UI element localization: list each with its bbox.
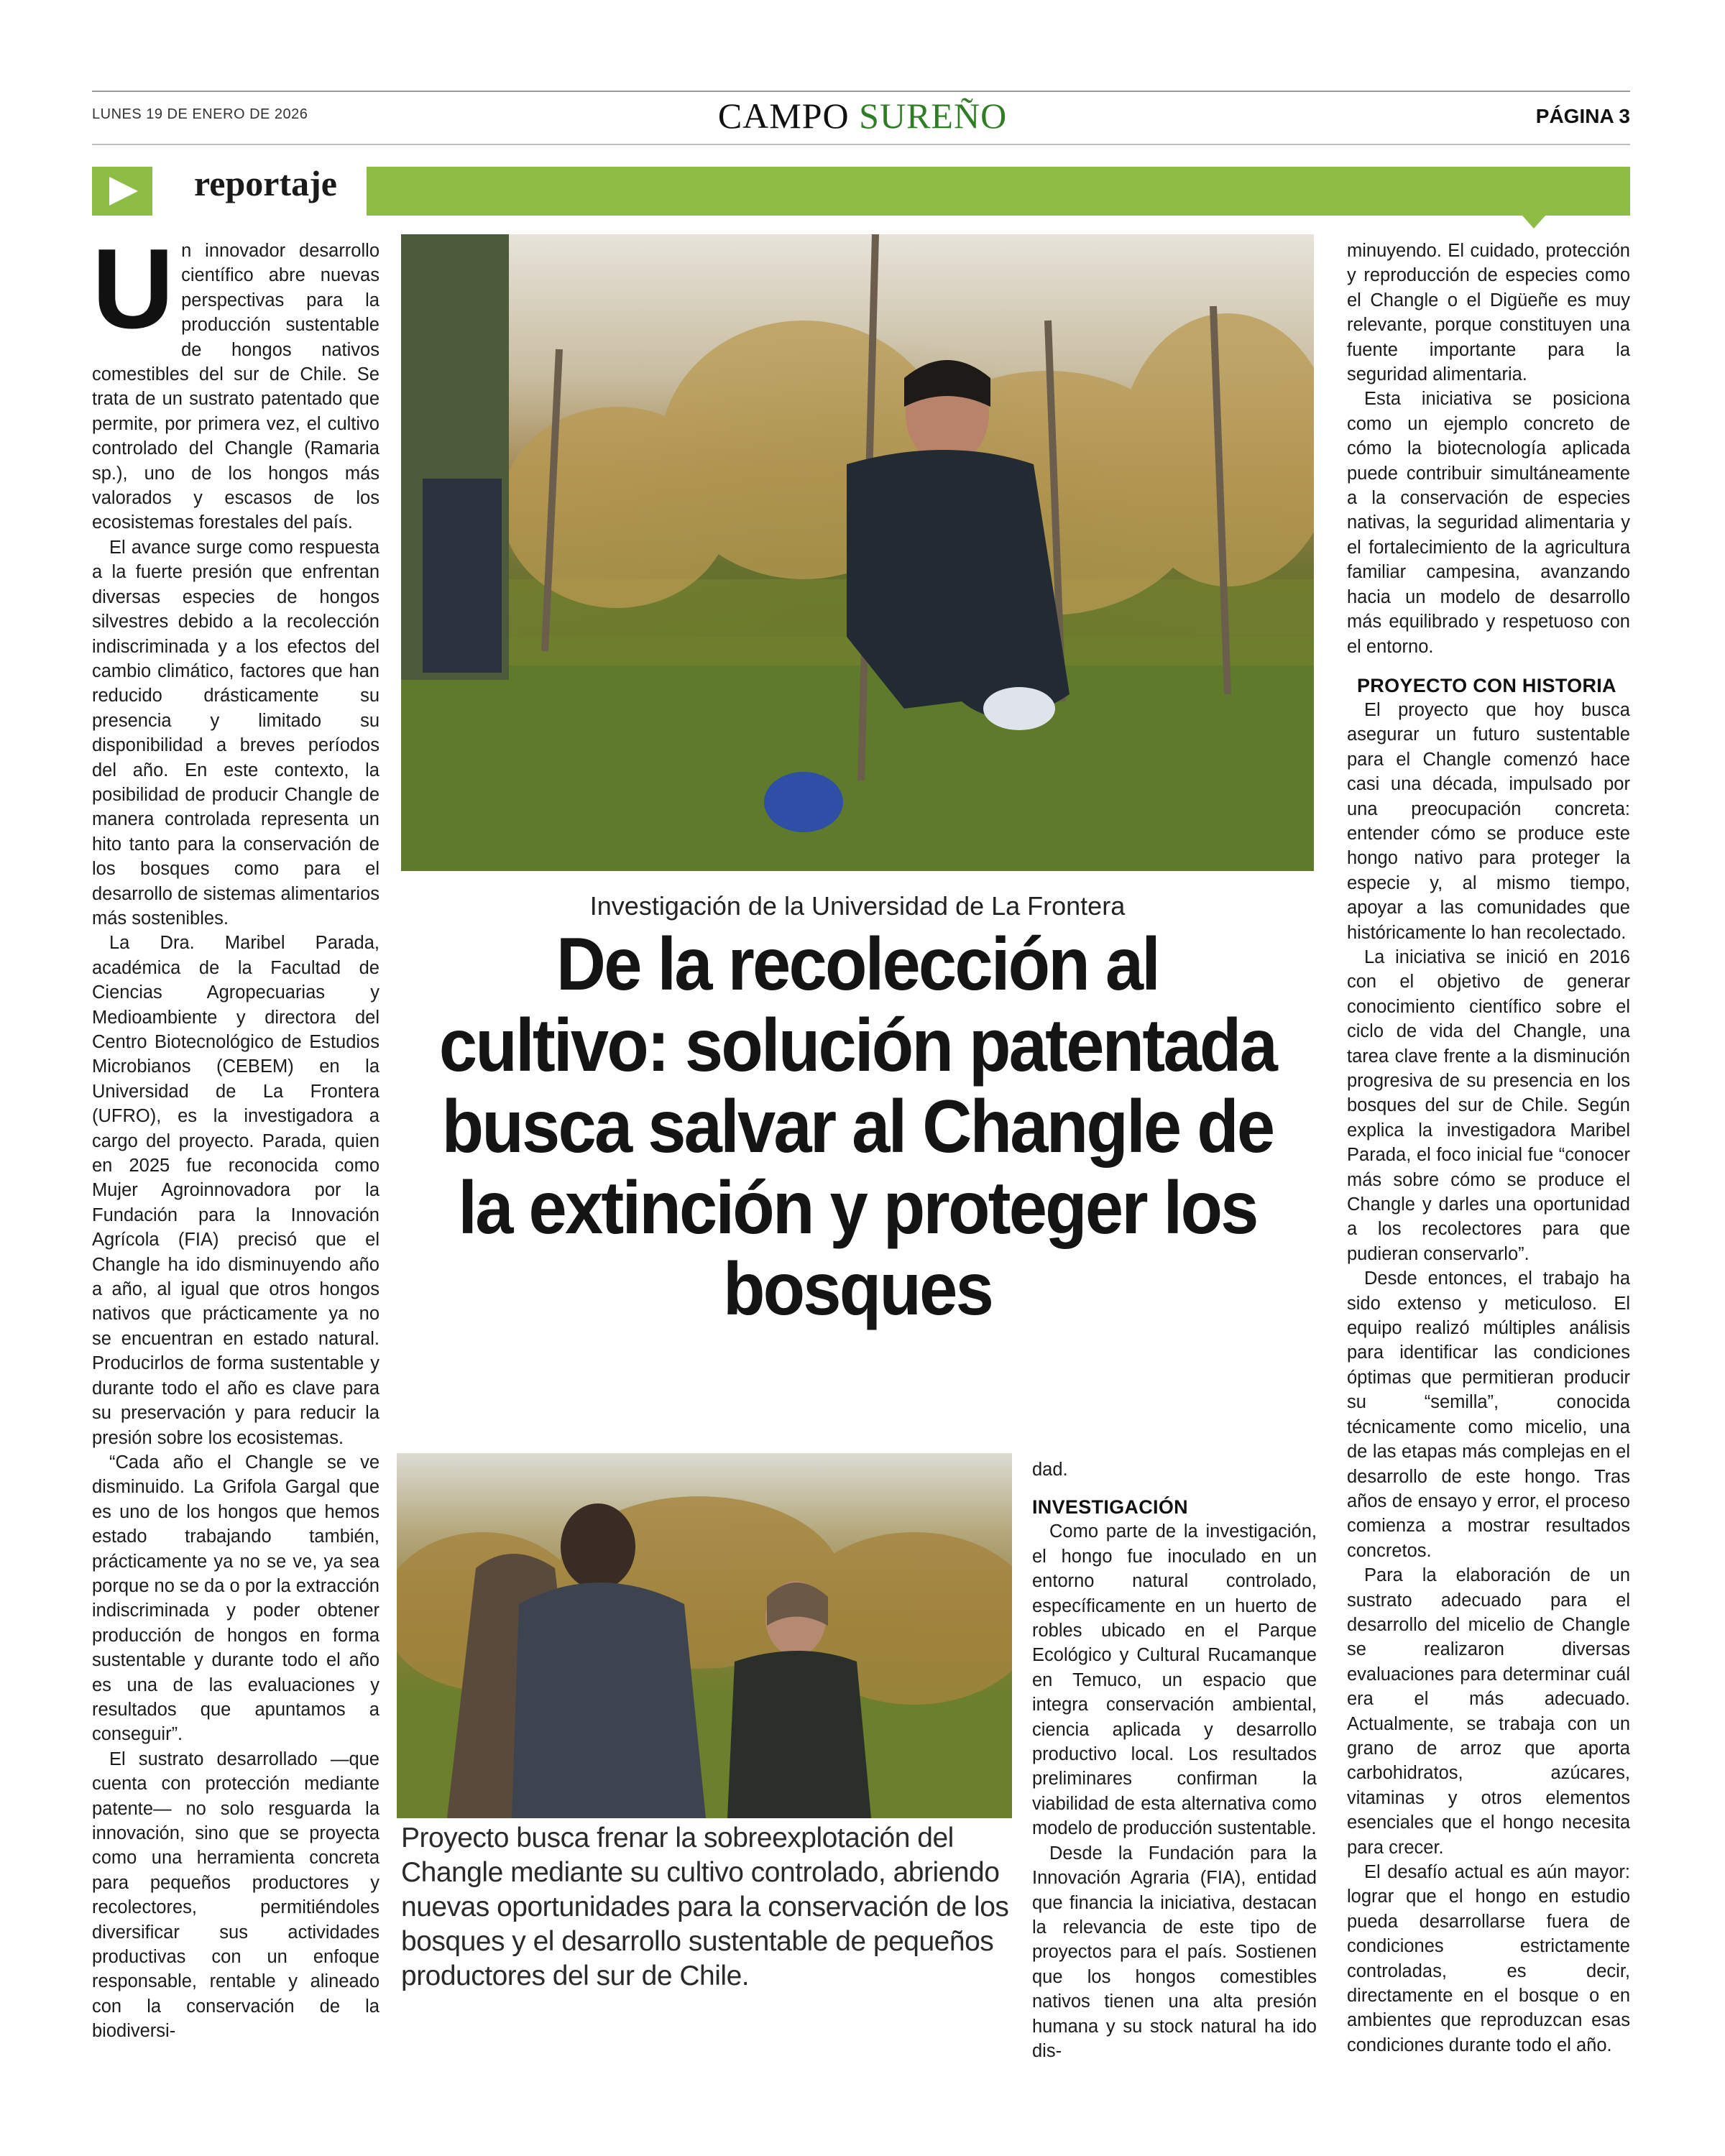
paragraph: Como parte de la investigación, el hongo fue inoculado en un entorno natural controlado, específicamente en un huerto de robles ubicado en el Parque Ecológico y Cultural Rucamanque en Temuco, un espacio que integra conservación ambiental, ciencia aplicada y desarrollo productivo local. Los resultados preliminares confirman la viabilidad de esta alternativa como modelo de producción sustentable.	[1032, 1521, 1317, 1839]
lead-text: n innovador desarrollo científico abre nuevas perspectivas para la producción sustentable de hongos nativos comestibles del sur de Chile. Se trata de un sustrato patentado que permite, por primera vez, el cultivo controlado del Changle (Ramaria sp.), uno de los hongos más valorados y escasos de los ecosistemas forestales del país.	[92, 241, 380, 533]
article-column-3	[1347, 239, 1630, 2058]
subhead-investigacion: INVESTIGACIÓN	[1032, 1496, 1188, 1519]
masthead-word-sureno: SUREÑO	[859, 96, 1008, 136]
secondary-photo-illustration	[397, 1453, 1012, 1818]
paragraph: Desde la Fundación para la Innovación Agraria (FIA), entidad que financia la iniciativa, destacan la relevancia de este tipo de proyectos para el país. Sostienen que los hongos comestibles nativos tienen una alta presión humana y su stock natural ha ido dis-	[1032, 1843, 1317, 2061]
paragraph: La iniciativa se inició en 2016 con el objetivo de generar conocimiento científico sobre el ciclo de vida del Changle, una tarea clave frente a la disminución progresiva de su presencia en los bosques del sur de Chile. Según explica la investigadora Maribel Parada, el foco inicial fue “conocer más sobre cómo se produce el Changle y darles una oportunidad a los recolectores para que pudieran conservarlo”.	[1347, 946, 1630, 1264]
continuation-text: dad.	[1032, 1460, 1068, 1480]
section-label: reportaje	[194, 163, 337, 203]
masthead-logo	[0, 95, 1725, 137]
paragraph: Desde entonces, el trabajo ha sido extenso y meticuloso. El equipo realizó múltiples análisis para identificar las condiciones óptimas que permitieran producir su “semilla”, conocida técnicamente como micelio, una de las etapas más complejas en el desarrollo de este hongo. Tras años de ensayo y error, el proceso comienza a mostrar resultados concretos.	[1347, 1268, 1630, 1561]
lead-paragraph	[92, 226, 380, 535]
paragraph: El proyecto que hoy busca asegurar un futuro sustentable para el Changle comenzó hace casi una década, impulsado por una preocupación concreta: entender cómo se produce este hongo nativo para proteger la especie y, al mismo tiempo, apoyar a las comunidades que históricamente lo han recolectado.	[1347, 699, 1630, 943]
section-band	[367, 167, 1630, 216]
section-arrow-icon	[92, 167, 152, 216]
drop-cap: U	[92, 226, 175, 352]
main-photo	[401, 234, 1314, 871]
secondary-photo	[397, 1453, 1012, 1818]
quote-paragraph: “Cada año el Changle se ve disminuido. La Grifola Gargal que es uno de los hongos que hemos estado trabajando también, prácticamente ya no se ve, ya sea porque no se da o por la extracción indiscriminada y poder obtener producción de hongos en forma sustentable y durante todo el año es una de las evaluaciones y resultados que apuntamos a conseguir”.	[92, 1452, 380, 1745]
section-band-notch	[1522, 216, 1545, 229]
issue-date: LUNES 19 DE ENERO DE 2026	[92, 106, 308, 122]
article-kicker: Investigación de la Universidad de La Frontera	[589, 891, 1126, 921]
photo-caption: Proyecto busca frenar la sobreexplotación del Changle mediante su cultivo controlado, abriendo nuevas oportunidades para la conservación de los bosques y el desarrollo sustentable de pequeños productores del sur de Chile.	[401, 1823, 1009, 1991]
continuation-paragraph: minuyendo. El cuidado, protección y reproducción de especies como el Changle o el Digüeñe es muy relevante, porque constituyen una fuente importante para la seguridad alimentaria.	[1347, 241, 1630, 385]
masthead-word-campo: CAMPO	[717, 96, 850, 136]
masthead-rule	[92, 144, 1630, 145]
top-rule	[92, 91, 1630, 92]
page-number: PÁGINA 3	[1535, 105, 1630, 127]
paragraph: El desafío actual es aún mayor: lograr que el hongo en estudio pueda desarrollarse fuera de condiciones estrictamente controladas, es decir, directamente en el bosque o en ambientes que reproduzcan esas condiciones durante todo el año.	[1347, 1862, 1630, 2055]
paragraph: La Dra. Maribel Parada, académica de la Facultad de Ciencias Agropecuarias y Medioambiente y directora del Centro Biotecnológico de Estudios Microbianos (CEBEM) en la Universidad de La Frontera (UFRO), es la investigadora a cargo del proyecto. Parada, quien en 2025 fue reconocida como Mujer Agroinnovadora por la Fundación para la Innovación Agrícola (FIA) precisó que el Changle ha ido disminuyendo año a año, al igual que otros hongos nativos que prácticamente ya no se encuentran en estado natural. Producirlos de forma sustentable y durante todo el año es clave para su preservación y para reducir la presión sobre los ecosistemas.	[92, 933, 380, 1448]
main-photo-illustration	[401, 234, 1314, 871]
subhead-proyecto: PROYECTO CON HISTORIA	[1357, 674, 1616, 696]
article-column-1	[92, 226, 380, 2044]
paragraph: El avance surge como respuesta a la fuerte presión que enfrentan diversas especies de hongos silvestres debido a la recolección indiscriminada y a los efectos del cambio climático, factores que han reducido drásticamente su presencia y limitado su disponibilidad a breves períodos del año. En este contexto, la posibilidad de producir Changle de manera controlada representa un hito tanto para la conservación de los bosques como para el desarrollo de sistemas alimentarios más sostenibles.	[92, 537, 380, 929]
paragraph: El sustrato desarrollado —que cuenta con protección mediante patente— no solo resguarda la innovación, sino que se proyecta como una herramienta concreta para pequeños productores y recolectores, permitiéndoles diversificar sus actividades productivas con un enfoque responsable, rentable y alineado con la conservación de la biodiversi-	[92, 1749, 380, 2042]
paragraph: Para la elaboración de un sustrato adecuado para el desarrollo del micelio de Changle se realizaron diversas evaluaciones para determinar cuál era el más adecuado. Actualmente, se trabaja con un grano de arroz que aporta carbohidratos, azúcares, vitaminas y otros elementos esenciales que el hongo necesita para crecer.	[1347, 1565, 1630, 1858]
paragraph: Esta iniciativa se posiciona como un ejemplo concreto de cómo la biotecnología aplicada puede contribuir simultáneamente a la conservación de especies nativas, la seguridad alimentaria y el fortalecimiento de la agricultura familiar campesina, avanzando hacia un modelo de desarrollo más equilibrado y respetuoso con el entorno.	[1347, 389, 1630, 657]
article-headline: De la recolección al cultivo: solución patentada busca salvar al Changle de la extinción y proteger los bosques	[438, 923, 1276, 1331]
article-column-2	[1032, 1457, 1317, 2063]
